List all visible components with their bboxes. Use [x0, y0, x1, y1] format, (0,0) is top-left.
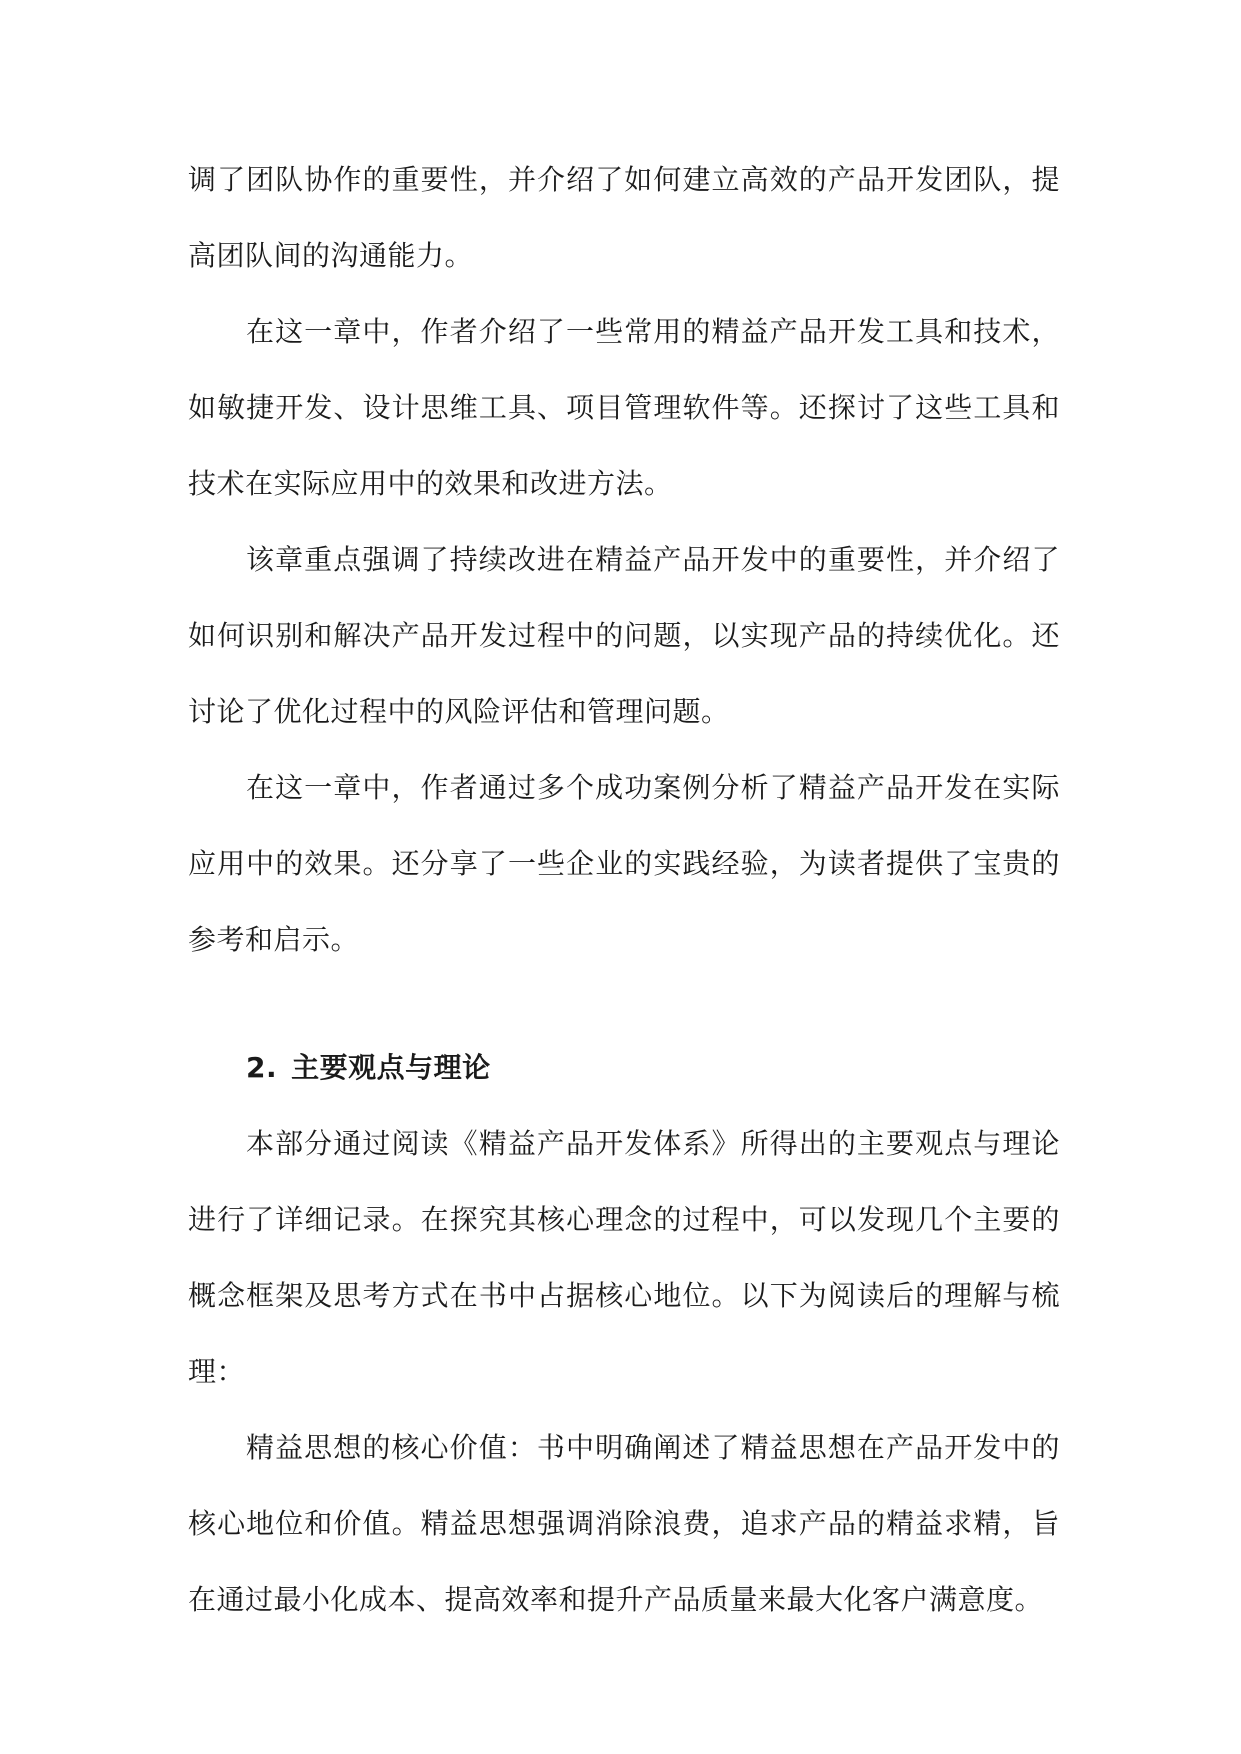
paragraph-intro: 本部分通过阅读《精益产品开发体系》所得出的主要观点与理论进行了详细记录。在探究其核心理念的过程中，可以发现几个主要的概念框架及思考方式在书中占据核心地位。以下为阅读后的理解与梳理：: [188, 1127, 1060, 1388]
paragraph-improvement: 该章重点强调了持续改进在精益产品开发中的重要性，并介绍了如何识别和解决产品开发过程中的问题，以实现产品的持续优化。还讨论了优化过程中的风险评估和管理问题。: [188, 543, 1060, 728]
paragraph-case-studies: 在这一章中，作者通过多个成功案例分析了精益产品开发在实际应用中的效果。还分享了一些企业的实践经验，为读者提供了宝贵的参考和启示。: [188, 771, 1060, 956]
section-heading: [188, 1030, 1060, 1106]
paragraph-continued: 调了团队协作的重要性，并介绍了如何建立高效的产品开发团队，提高团队间的沟通能力。: [188, 163, 1060, 272]
paragraph-lean-thinking: 精益思想的核心价值：书中明确阐述了精益思想在产品开发中的核心地位和价值。精益思想强调消除浪费，追求产品的精益求精，旨在通过最小化成本、提高效率和提升产品质量来最大化客户满意度。: [188, 1431, 1060, 1616]
section-title: 主要观点与理论: [291, 1051, 491, 1084]
section-number: 2.: [246, 1051, 278, 1084]
paragraph-tools: 在这一章中，作者介绍了一些常用的精益产品开发工具和技术，如敏捷开发、设计思维工具、项目管理软件等。还探讨了这些工具和技术在实际应用中的效果和改进方法。: [188, 315, 1060, 500]
page-body: [188, 142, 1060, 1638]
